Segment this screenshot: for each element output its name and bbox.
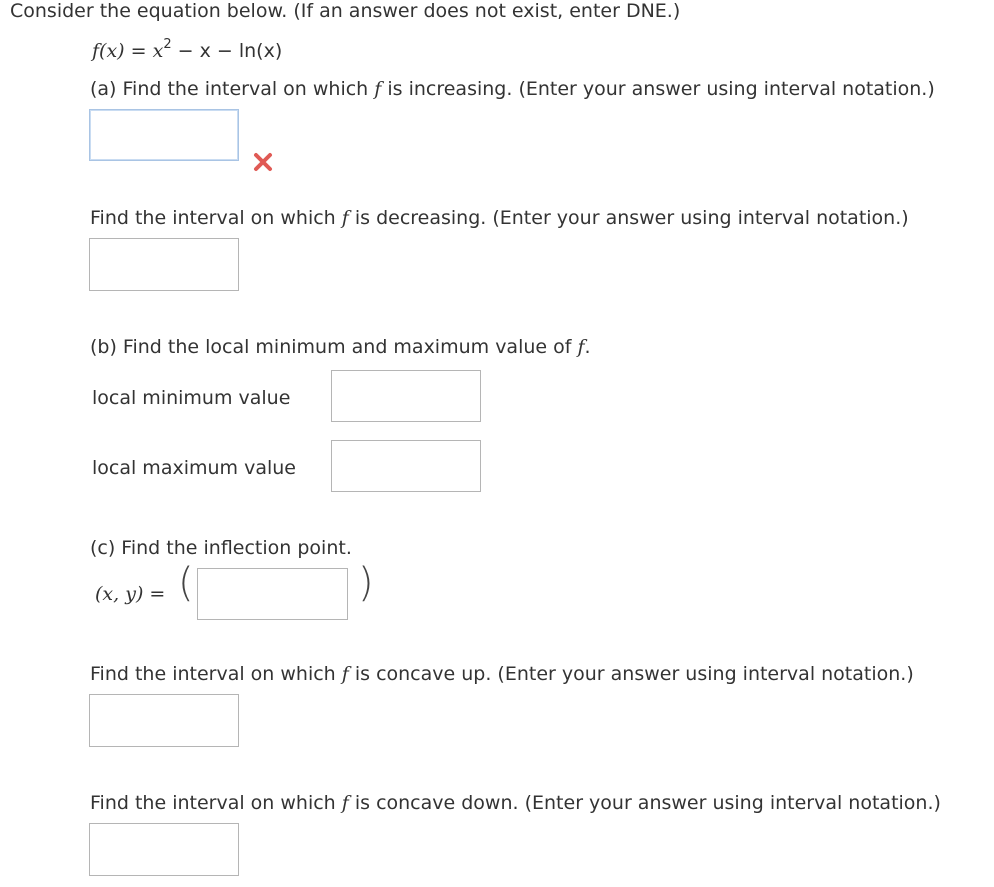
decreasing-prompt [90, 209, 909, 228]
close-paren: ) [358, 560, 374, 606]
intro-text: Consider the equation below. (If an answer does not exist, enter DNE.) [10, 0, 681, 22]
decreasing-prompt-suffix: is decreasing. (Enter your answer using interval notation.) [348, 207, 909, 229]
f-symbol: f [374, 78, 382, 100]
concave-down-prompt-suffix: is concave down. (Enter your answer using interval notation.) [348, 792, 941, 814]
increasing-prompt-prefix: (a) Find the interval on which [90, 78, 375, 100]
equation-rest: − x − ln(x) [177, 40, 283, 62]
f-symbol: f [341, 663, 349, 685]
decreasing-input[interactable] [89, 238, 239, 291]
increasing-prompt-suffix: is increasing. (Enter your answer using interval notation.) [381, 78, 935, 100]
local-maximum-label: local maximum value [92, 457, 296, 479]
incorrect-x-icon [253, 152, 273, 172]
local-minimum-label: local minimum value [92, 387, 291, 409]
equation-equals: = [130, 40, 147, 62]
concave-up-prompt [90, 665, 914, 684]
equation-lhs: f(x) [92, 40, 125, 62]
f-symbol: f [577, 336, 585, 358]
increasing-prompt [90, 80, 935, 99]
local-extrema-prompt-prefix: (b) Find the local minimum and maximum value of [90, 336, 578, 358]
inflection-point-label [95, 585, 165, 604]
concave-up-prompt-suffix: is concave up. (Enter your answer using interval notation.) [348, 663, 914, 685]
concave-down-prompt-prefix: Find the interval on which [90, 792, 342, 814]
increasing-input[interactable] [89, 109, 239, 161]
f-symbol: f [341, 792, 349, 814]
concave-up-input[interactable] [89, 694, 239, 747]
concave-down-prompt [90, 794, 941, 813]
local-maximum-input[interactable] [331, 440, 481, 492]
equation [92, 37, 283, 62]
f-symbol: f [341, 207, 349, 229]
equation-exponent: 2 [163, 37, 172, 52]
local-minimum-input[interactable] [331, 370, 481, 422]
inflection-prompt: (c) Find the inflection point. [90, 537, 352, 559]
local-extrema-prompt-suffix: . [584, 336, 591, 358]
inflection-point-label-text: (x, y) = [95, 583, 166, 605]
local-extrema-prompt [90, 338, 591, 357]
open-paren: ( [178, 560, 194, 606]
decreasing-prompt-prefix: Find the interval on which [90, 207, 342, 229]
equation-term1: x [152, 40, 164, 62]
concave-up-prompt-prefix: Find the interval on which [90, 663, 342, 685]
concave-down-input[interactable] [89, 823, 239, 876]
inflection-point-input[interactable] [197, 568, 348, 620]
